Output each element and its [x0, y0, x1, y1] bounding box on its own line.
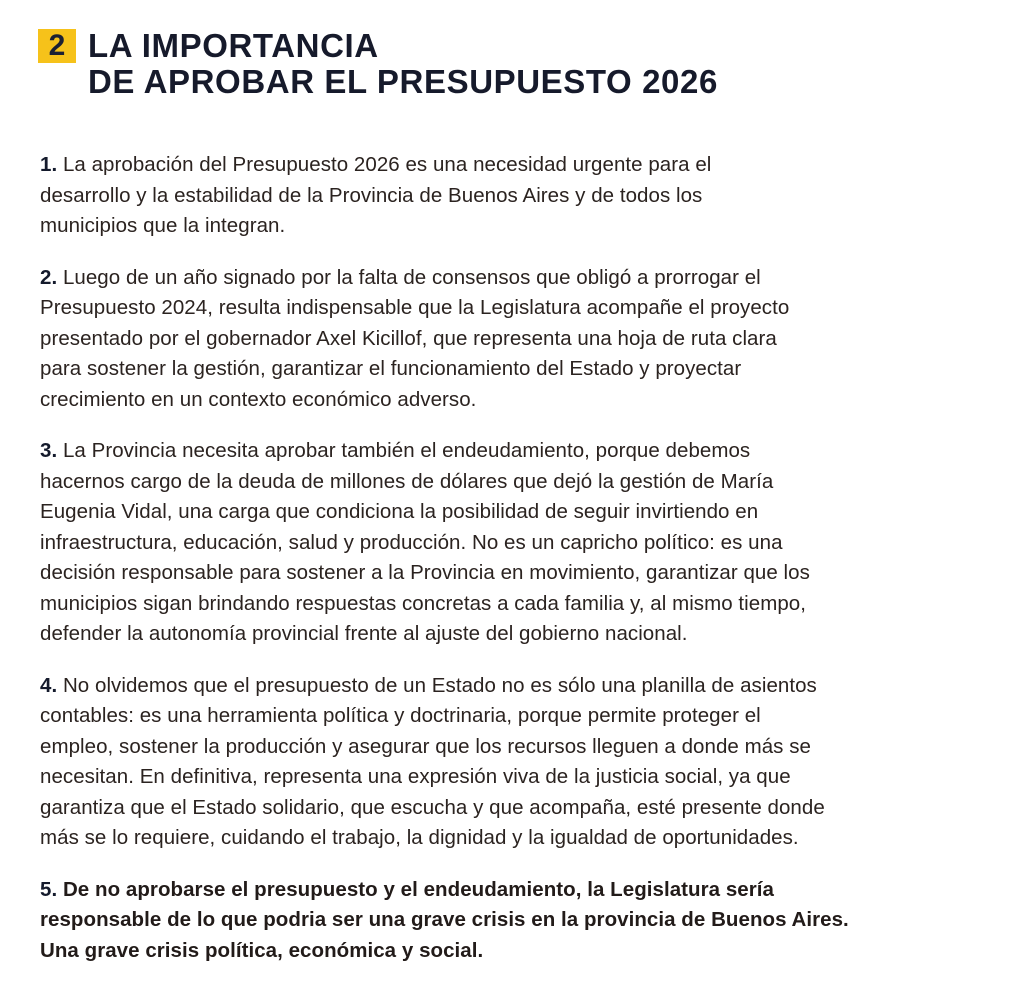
point-4: [40, 671, 1000, 854]
point-text: hacernos cargo de la deuda de millones de dólares que dejó la gestión de María: [40, 469, 774, 493]
point-text: La aprobación del Presupuesto 2026 es una necesidad urgente para el: [57, 153, 712, 176]
point-text: necesitan. En definitiva, representa una expresión viva de la justicia social, ya que: [40, 765, 791, 788]
point-text: desarrollo y la estabilidad de la Provincia de Buenos Aires y de todos los: [40, 183, 703, 207]
point-text: municipios que la integran.: [40, 214, 286, 237]
point-text: municipios sigan brindando respuestas concretas a cada familia y, al mismo tiempo,: [40, 591, 807, 615]
point-number: 4.: [40, 673, 58, 697]
point-number: 1.: [40, 153, 58, 176]
point-number: 3.: [40, 439, 58, 462]
point-text: más se lo requiere, cuidando el trabajo, la dignidad y la igualdad de oportunidades.: [40, 826, 799, 849]
point-text: De no aprobarse el presupuesto y el endeudamiento, la Legislatura sería: [57, 877, 774, 901]
point-1: [40, 150, 1000, 242]
point-text: empleo, sostener la producción y asegurar que los recursos lleguen a donde más se: [40, 734, 811, 758]
point-text: infraestructura, educación, salud y producción. No es un capricho político: es una: [40, 530, 783, 554]
point-5: [40, 875, 1000, 967]
heading-line-1: LA IMPORTANCIA: [88, 27, 379, 64]
point-text: defender la autonomía provincial frente al ajuste del gobierno nacional.: [40, 622, 688, 645]
section-number-badge: 2: [38, 29, 76, 63]
point-number: 5.: [40, 877, 58, 901]
heading-row-2: [38, 64, 938, 100]
point-text: presentado por el gobernador Axel Kicillof, que representa una hoja de ruta clara: [40, 326, 777, 350]
section-heading: [38, 28, 938, 100]
point-text: Eugenia Vidal, una carga que condiciona la posibilidad de seguir invirtiendo en: [40, 500, 759, 523]
point-text: decisión responsable para sostener a la Provincia en movimiento, garantizar que los: [40, 561, 810, 584]
point-number: 2.: [40, 265, 58, 289]
point-text: contables: es una herramienta política y doctrinaria, porque permite proteger el: [40, 704, 761, 727]
point-2: [40, 263, 1000, 416]
point-text: garantiza que el Estado solidario, que escucha y que acompaña, esté presente donde: [40, 795, 825, 819]
point-text: No olvidemos que el presupuesto de un Estado no es sólo una planilla de asientos: [57, 673, 817, 697]
heading-line-2: DE APROBAR EL PRESUPUESTO 2026: [88, 63, 718, 100]
point-text: crecimiento en un contexto económico adverso.: [40, 387, 477, 411]
point-text: Presupuesto 2024, resulta indispensable que la Legislatura acompañe el proyecto: [40, 296, 790, 319]
point-text: responsable de lo que podria ser una grave crisis en la provincia de Buenos Aires.: [40, 908, 849, 931]
point-3: [40, 436, 1000, 650]
point-text: Una grave crisis política, económica y social.: [40, 938, 484, 962]
point-text: La Provincia necesita aprobar también el endeudamiento, porque debemos: [57, 439, 751, 462]
heading-row-1: [38, 28, 938, 64]
point-text: para sostener la gestión, garantizar el funcionamiento del Estado y proyectar: [40, 357, 742, 380]
numbered-points: [40, 150, 1000, 987]
point-text: Luego de un año signado por la falta de consensos que obligó a prorrogar el: [57, 265, 761, 289]
